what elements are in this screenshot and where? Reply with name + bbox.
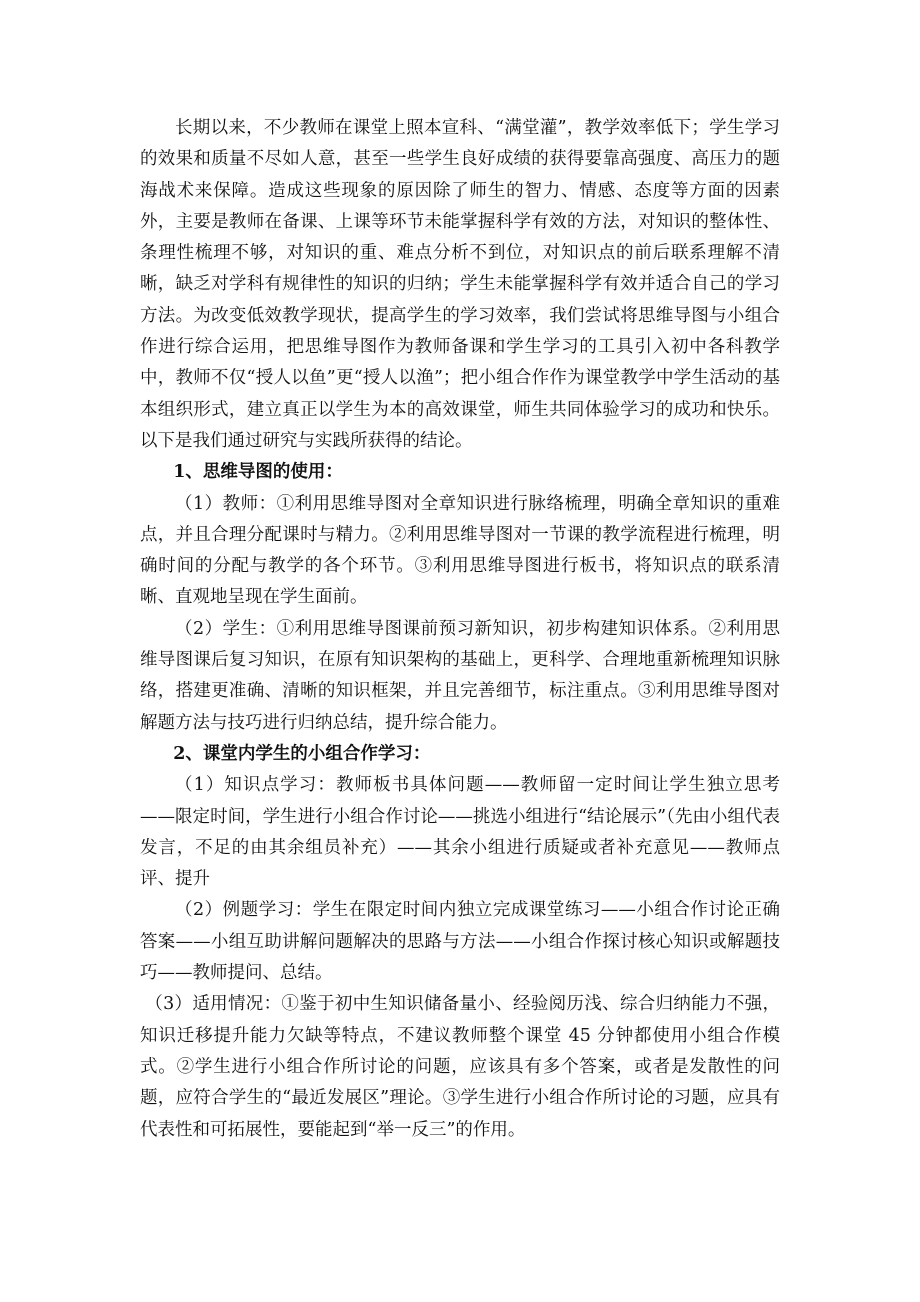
section-2-knowledge-paragraph: （1）知识点学习：教师板书具体问题——教师留一定时间让学生独立思考——限定时间，学生进行小组合作讨论——挑选小组进行“结论展示”（先由小组代表发言，不足的由其余组员补充）——其余小组进行质疑或者补充意见——教师点评、提升	[140, 775, 780, 890]
section-1-teacher-paragraph: （1）教师：①利用思维导图对全章知识进行脉络梳理，明确全章知识的重难点，并且合理分配课时与精力。②利用思维导图对一节课的教学流程进行梳理，明确时间的分配与教学的各个环节。③利用思维导图进行板书，将知识点的联系清晰、直观地呈现在学生面前。	[140, 493, 780, 608]
intro-paragraph: 长期以来，不少教师在课堂上照本宣科、“满堂灌”，教学效率低下；学生学习的效果和质量不尽如人意，甚至一些学生良好成绩的获得要靠高强度、高压力的题海战术来保障。造成这些现象的原因除了师生的智力、情感、态度等方面的因素外，主要是教师在备课、上课等环节未能掌握科学有效的方法，对知识的整体性、条理性梳理不够，对知识的重、难点分析不到位，对知识点的前后联系理解不清晰，缺乏对学科有规律性的知识的归纳；学生未能掌握科学有效并适合自己的学习方法。为改变低效教学现状，提高学生的学习效率，我们尝试将思维导图与小组合作进行综合运用，把思维导图作为教师备课和学生学习的工具引入初中各科教学中，教师不仅“授人以鱼”更“授人以渔”；把小组合作作为课堂教学中学生活动的基本组织形式，建立真正以学生为本的高效课堂，师生共同体验学习的成功和快乐。以下是我们通过研究与实践所获得的结论。	[140, 118, 780, 451]
section-2-applicability-paragraph: （3）适用情况：①鉴于初中生知识储备量小、经验阅历浅、综合归纳能力不强，知识迁移提升能力欠缺等特点，不建议教师整个课堂 45 分钟都使用小组合作模式。②学生进行小组合作所讨论的问题，应该具有多个答案，或者是发散性的问题，应符合学生的“最近发展区”理论。③学生进行小组合作所讨论的习题，应具有代表性和可拓展性，要能起到“举一反三”的作用。	[140, 994, 780, 1140]
section-2-example-paragraph: （2）例题学习：学生在限定时间内独立完成课堂练习——小组合作讨论正确答案——小组互助讲解问题解决的思路与方法——小组合作探讨核心知识或解题技巧——教师提问、总结。	[140, 900, 780, 984]
section-1-heading: 1、思维导图的使用：	[173, 462, 343, 483]
document-body	[140, 113, 780, 1146]
section-1-student-paragraph: （2）学生：①利用思维导图课前预习新知识，初步构建知识体系。②利用思维导图课后复习知识，在原有知识架构的基础上，更科学、合理地重新梳理知识脉络，搭建更准确、清晰的知识框架，并且完善细节，标注重点。③利用思维导图对解题方法与技巧进行归纳总结，提升综合能力。	[140, 618, 780, 733]
section-2-heading: 2、课堂内学生的小组合作学习：	[173, 743, 431, 764]
